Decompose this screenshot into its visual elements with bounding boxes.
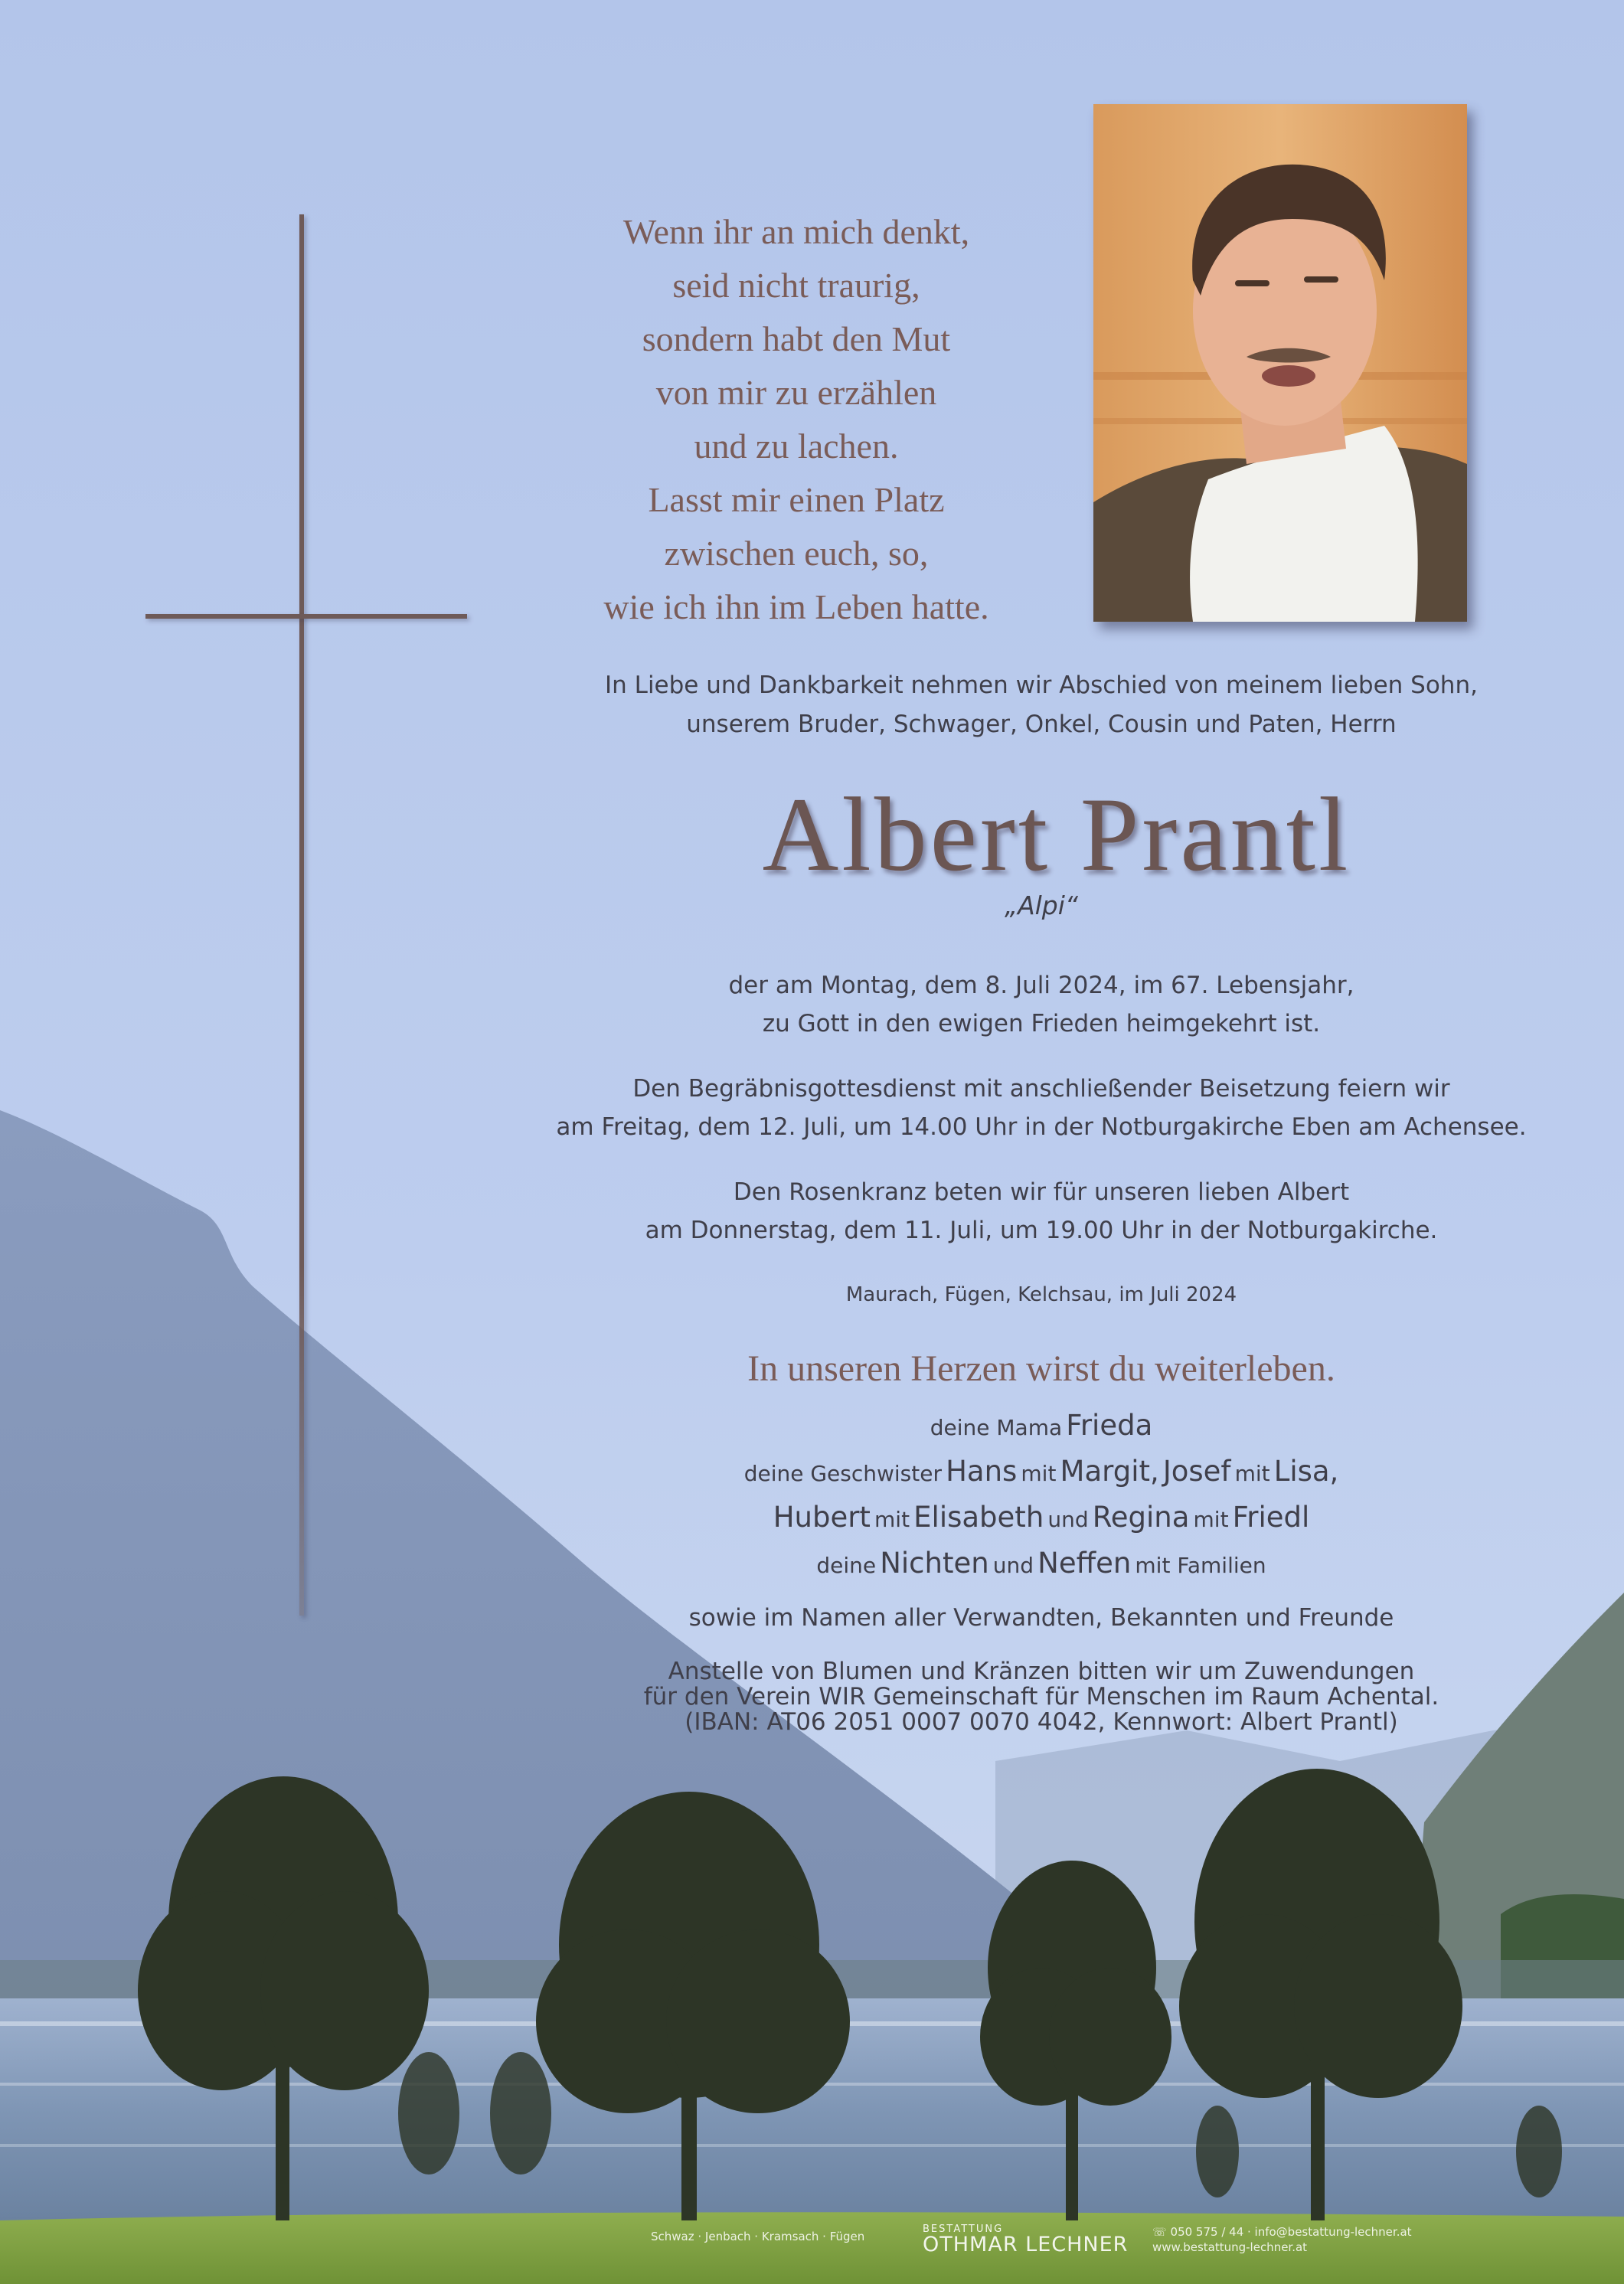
rosary-line: am Donnerstag, dem 11. Juli, um 19.00 Uhr in der Notburgakirche. (645, 1217, 1438, 1244)
family-name: Hubert (773, 1501, 871, 1534)
poem (536, 205, 1057, 634)
cross-vertical-beam (299, 214, 304, 1616)
poem-line: Wenn ihr an mich denkt, (622, 212, 970, 251)
logo-small-text: BESTATTUNG (923, 2224, 1004, 2235)
family-text: und (992, 1553, 1034, 1578)
family-name: Regina (1092, 1501, 1190, 1534)
family-text: und (1047, 1507, 1089, 1532)
cross-horizontal-beam (145, 614, 467, 619)
poem-line: seid nicht traurig, (672, 266, 920, 305)
family-name: Nichten (880, 1547, 989, 1580)
family-text: deine (816, 1553, 877, 1578)
family-name: Friedl (1232, 1501, 1310, 1534)
rosary-line: Den Rosenkranz beten wir für unseren lieben Albert (733, 1178, 1350, 1206)
contact-website: www.bestattung-lechner.at (1152, 2240, 1308, 2254)
death-notice (536, 966, 1547, 1043)
family-row (536, 1501, 1547, 1534)
family-name: Josef (1162, 1455, 1231, 1488)
family-text: deine Mama (930, 1415, 1063, 1440)
contact-line: ☏ 050 575 / 44 · info@bestattung-lechner.at (1152, 2225, 1412, 2239)
poem-line: Lasst mir einen Platz (648, 480, 945, 519)
family-name: Frieda (1066, 1409, 1153, 1442)
family-text: mit (1021, 1461, 1057, 1486)
family-row (536, 1547, 1547, 1580)
portrait-image (1093, 104, 1467, 622)
death-line: der am Montag, dem 8. Juli 2024, im 67. Lebensjahr, (728, 972, 1354, 999)
poem-line: von mir zu erzählen (655, 373, 937, 412)
poem-line: sondern habt den Mut (642, 319, 951, 358)
intro-line: unserem Bruder, Schwager, Onkel, Cousin und Paten, Herrn (686, 711, 1397, 738)
family-text: mit (874, 1507, 910, 1532)
footer-contact (1152, 2224, 1412, 2255)
family-name: Hans (946, 1455, 1018, 1488)
donation-line: (IBAN: AT06 2051 0007 0070 4042, Kennwort: Albert Prantl) (685, 1708, 1398, 1736)
motto: In unseren Herzen wirst du weiterleben. (747, 1348, 1335, 1389)
family-text: mit (1234, 1461, 1270, 1486)
logo-big-text: OTHMAR LECHNER (923, 2233, 1129, 2256)
footer-locations: Schwaz · Jenbach · Kramsach · Fügen (651, 2230, 865, 2243)
donation-line: Anstelle von Blumen und Kränzen bitten wir um Zuwendungen (668, 1658, 1415, 1685)
poem-line: und zu lachen. (694, 426, 899, 466)
deceased-name: Albert Prantl (762, 776, 1351, 893)
family-text: mit Familien (1135, 1553, 1266, 1578)
family-row (536, 1409, 1547, 1442)
family-name: Margit, (1060, 1455, 1159, 1488)
death-line: zu Gott in den ewigen Frieden heimgekehrt ist. (762, 1010, 1321, 1037)
donation-line: für den Verein WIR Gemeinschaft für Menschen im Raum Achental. (643, 1683, 1439, 1711)
poem-line: zwischen euch, so, (664, 534, 929, 573)
family-text: mit (1193, 1507, 1229, 1532)
deceased-nickname: „Alpi“ (1004, 890, 1079, 920)
family-name: Elisabeth (913, 1501, 1044, 1534)
portrait-photo (1093, 104, 1467, 622)
poem-line: wie ich ihn im Leben hatte. (603, 587, 989, 626)
rosary-info (536, 1173, 1547, 1250)
funeral-info (505, 1070, 1577, 1146)
funeral-line: Den Begräbnisgottesdienst mit anschließender Beisetzung feiern wir (632, 1075, 1450, 1103)
intro-text (536, 666, 1547, 744)
donation-request (536, 1659, 1547, 1735)
funeral-home-logo (923, 2224, 1128, 2255)
family-text: deine Geschwister (743, 1461, 942, 1486)
family-row (536, 1455, 1547, 1488)
family-name: Lisa, (1273, 1455, 1339, 1488)
place-date: Maurach, Fügen, Kelchsau, im Juli 2024 (845, 1283, 1237, 1306)
intro-line: In Liebe und Dankbarkeit nehmen wir Abschied von meinem lieben Sohn, (605, 671, 1478, 699)
funeral-line: am Freitag, dem 12. Juli, um 14.00 Uhr in der Notburgakirche Eben am Achensee. (556, 1113, 1527, 1141)
family-name: Neffen (1037, 1547, 1132, 1580)
relatives-line: sowie im Namen aller Verwandten, Bekannten und Freunde (688, 1604, 1394, 1632)
